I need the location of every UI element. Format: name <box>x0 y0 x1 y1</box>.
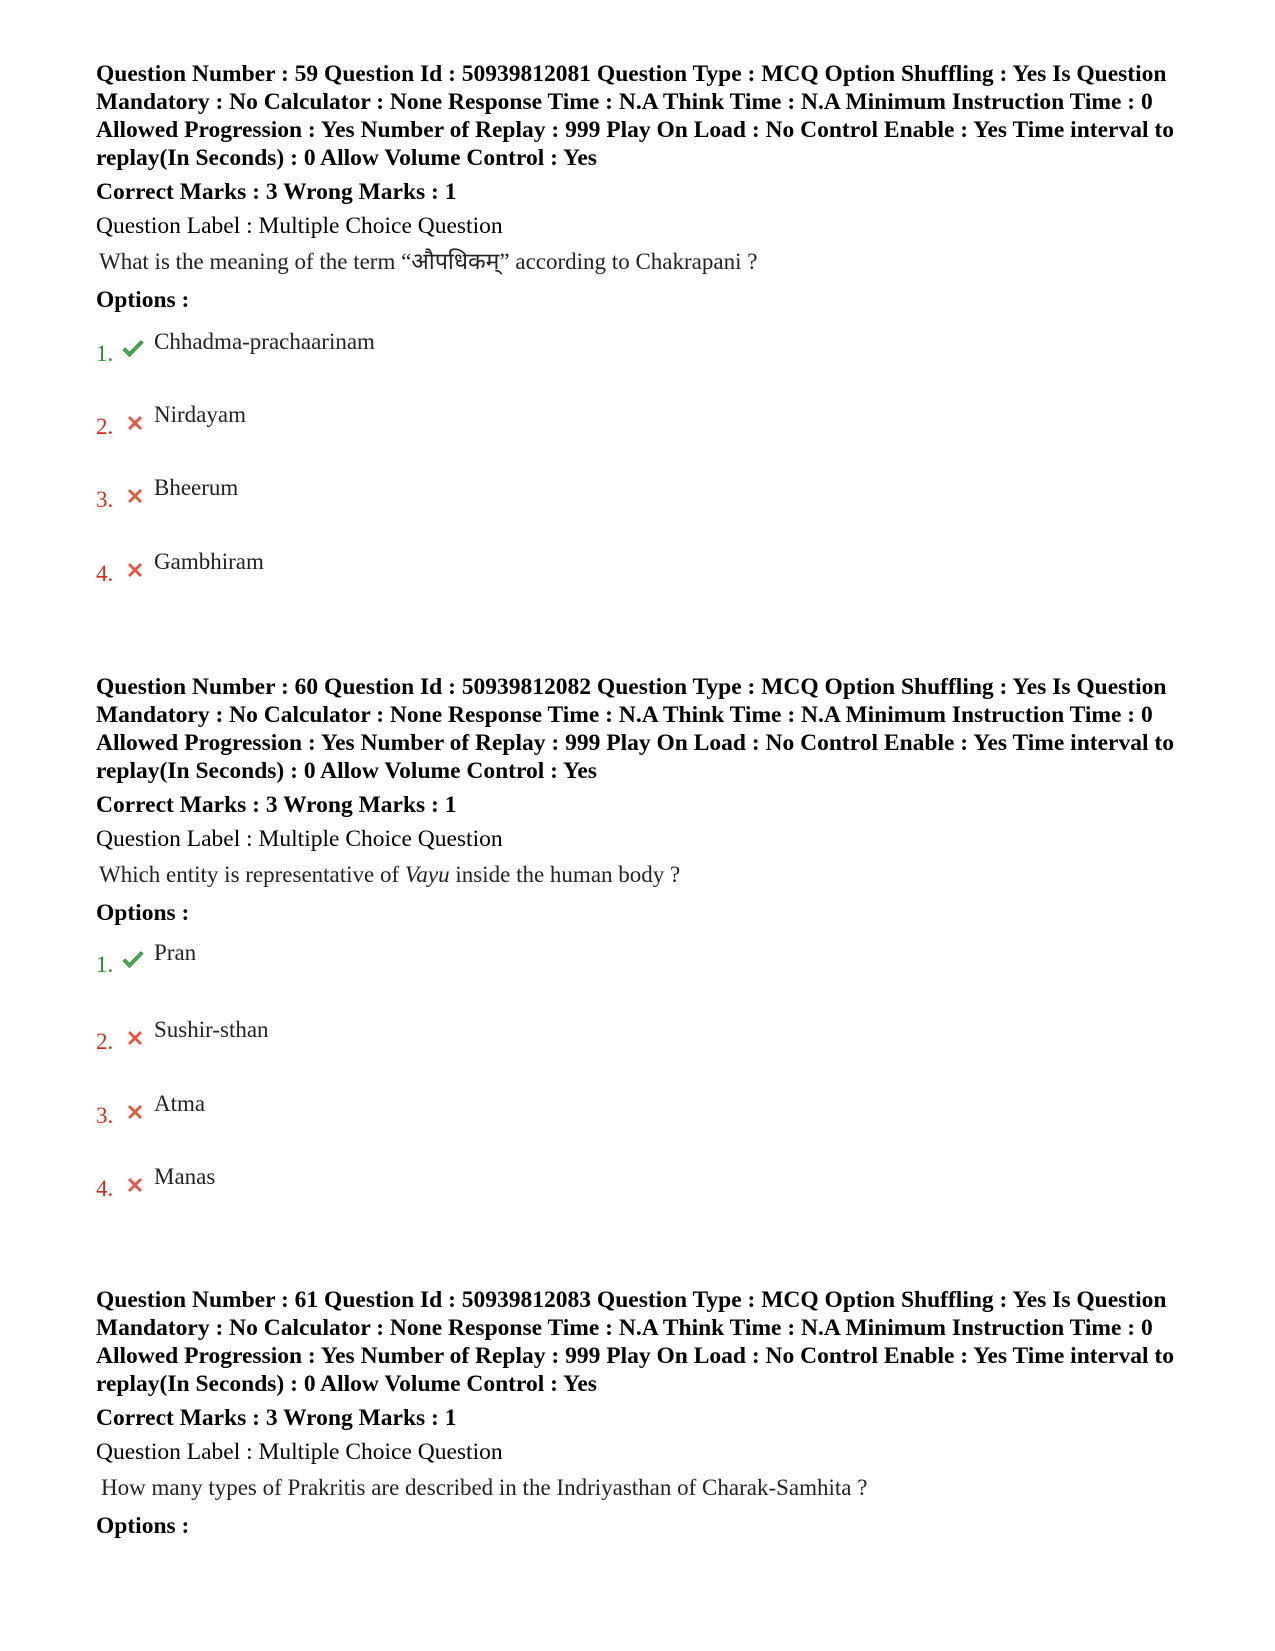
option-text: Nirdayam <box>154 402 246 427</box>
option-item <box>96 475 696 515</box>
question-marks: Correct Marks : 3 Wrong Marks : 1 <box>96 792 457 818</box>
option-number: 3. <box>96 1103 114 1128</box>
cross-icon <box>123 1173 147 1197</box>
question-header: Question Number : 61 Question Id : 50939812083 Question Type : MCQ Option Shuffling : Yes Is Question Mandatory : No Calculator : None Response Time : N.A Think Time : N.A Minimum Instruction Time : 0 Allowed Progression : Yes Number of Replay : 999 Play On Load : No Control Enable : Yes Time interval to replay(In Seconds) : 0 Allow Volume Control : Yes <box>96 1287 1174 1397</box>
question-block-60 <box>96 673 1186 927</box>
cross-icon <box>123 411 147 435</box>
option-number: 2. <box>96 1029 114 1054</box>
option-number: 1. <box>96 341 114 366</box>
option-text: Chhadma-prachaarinam <box>154 329 375 354</box>
options-title: Options : <box>96 1513 190 1539</box>
question-text-part: inside the human body ? <box>449 862 681 887</box>
question-label: Question Label : Multiple Choice Question <box>96 213 503 239</box>
option-text: Gambhiram <box>154 549 264 574</box>
option-item <box>96 1017 696 1057</box>
question-header: Question Number : 59 Question Id : 50939812081 Question Type : MCQ Option Shuffling : Yes Is Question Mandatory : No Calculator : None Response Time : N.A Think Time : N.A Minimum Instruction Time : 0 Allowed Progression : Yes Number of Replay : 999 Play On Load : No Control Enable : Yes Time interval to replay(In Seconds) : 0 Allow Volume Control : Yes <box>96 61 1174 171</box>
question-block-59 <box>96 60 1186 314</box>
question-text <box>96 861 1186 889</box>
question-header: Question Number : 60 Question Id : 50939812082 Question Type : MCQ Option Shuffling : Yes Is Question Mandatory : No Calculator : None Response Time : N.A Think Time : N.A Minimum Instruction Time : 0 Allowed Progression : Yes Number of Replay : 999 Play On Load : No Control Enable : Yes Time interval to replay(In Seconds) : 0 Allow Volume Control : Yes <box>96 674 1174 784</box>
question-marks: Correct Marks : 3 Wrong Marks : 1 <box>96 1405 457 1431</box>
question-text-italic: Vayu <box>404 862 450 887</box>
question-text: What is the meaning of the term “औपधिकम्” according to Chakrapani ? <box>99 249 758 274</box>
option-text: Pran <box>154 940 197 965</box>
question-block-61 <box>96 1286 1186 1540</box>
question-label: Question Label : Multiple Choice Question <box>96 826 503 852</box>
option-text: Sushir-sthan <box>154 1017 269 1042</box>
option-text: Atma <box>154 1091 206 1116</box>
cross-icon <box>123 558 147 582</box>
option-item <box>96 1164 696 1204</box>
cross-icon <box>123 1026 147 1050</box>
option-item <box>96 549 696 589</box>
option-text: Bheerum <box>154 475 239 500</box>
option-number: 2. <box>96 414 114 439</box>
question-marks: Correct Marks : 3 Wrong Marks : 1 <box>96 179 457 205</box>
options-title: Options : <box>96 900 190 926</box>
option-number: 3. <box>96 487 114 512</box>
option-number: 4. <box>96 561 114 586</box>
check-icon <box>121 337 145 361</box>
option-item <box>96 1091 696 1131</box>
cross-icon <box>123 484 147 508</box>
option-item <box>96 329 696 369</box>
option-item <box>96 402 696 442</box>
check-icon <box>121 948 145 972</box>
cross-icon <box>123 1100 147 1124</box>
option-number: 4. <box>96 1176 114 1201</box>
question-text-part: Which entity is representative of <box>99 862 405 887</box>
options-title: Options : <box>96 287 190 313</box>
question-label: Question Label : Multiple Choice Question <box>96 1439 503 1465</box>
option-text: Manas <box>154 1164 216 1189</box>
option-number: 1. <box>96 952 114 977</box>
question-text: How many types of Prakritis are described in the Indriyasthan of Charak-Samhita ? <box>101 1475 868 1500</box>
option-item <box>96 940 696 980</box>
